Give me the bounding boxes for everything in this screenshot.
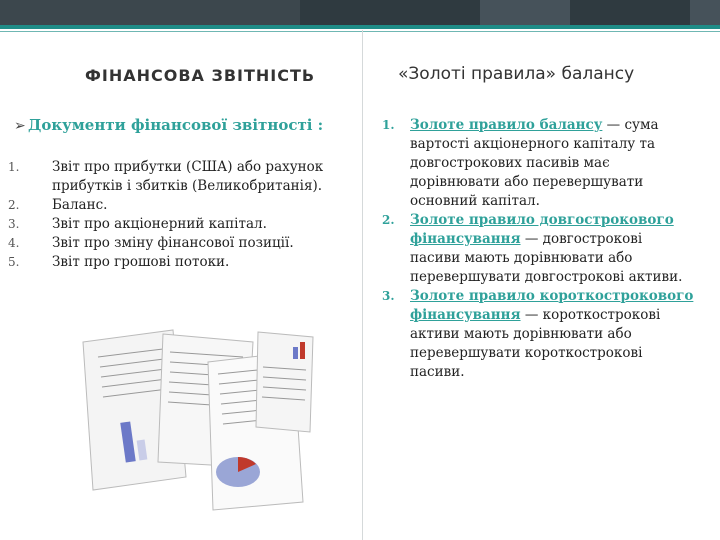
list-text: Звіт про зміну фінансової позиції. [52, 235, 294, 251]
left-list [10, 158, 350, 272]
list-item [10, 158, 350, 196]
rule-title: Золоте правило короткострокового фінансування [410, 288, 694, 323]
right-title: «Золоті правила» балансу [398, 64, 635, 84]
top-bar-segment [480, 0, 570, 25]
list-item [10, 196, 350, 215]
rule-item [382, 116, 696, 211]
accent-line-thin [0, 31, 720, 32]
rule-item [382, 211, 696, 287]
rule-title: Золоте правило довгострокового фінансування [410, 212, 674, 247]
list-number: 1. [8, 160, 20, 174]
left-title: ФІНАНСОВА ЗВІТНІСТЬ [85, 66, 316, 85]
list-text: Звіт про грошові потоки. [52, 254, 230, 270]
list-number: 3. [8, 217, 20, 231]
rule-text: — короткострокові активи мають дорівнювати або перевершувати короткострокові пасиви. [410, 307, 661, 380]
rule-text: — довгострокові пасиви мають дорівнювати або перевершувати довгострокові активи. [410, 231, 683, 285]
rule-text: — сума вартості акціонерного капіталу та довгострокових пасивів має дорівнювати або перевершувати основний капітал. [410, 117, 659, 209]
financial-documents-icon [78, 312, 318, 512]
rule-item [382, 287, 696, 382]
list-number: 1. [382, 118, 395, 132]
list-number: 2. [382, 213, 395, 227]
top-bar-segment [690, 0, 720, 25]
list-number: 3. [382, 289, 395, 303]
document-sheet [256, 332, 313, 432]
top-bar-segment [0, 0, 300, 25]
top-bar [0, 0, 720, 25]
rule-title: Золоте правило балансу [410, 117, 603, 133]
accent-line [0, 25, 720, 29]
list-item [10, 253, 350, 272]
column-divider [362, 30, 363, 540]
right-list [382, 116, 696, 382]
arrow-bullet-icon: ➢ [14, 118, 26, 134]
list-item [10, 215, 350, 234]
list-text: Баланс. [52, 197, 108, 213]
list-text: Звіт про прибутки (США) або рахунок прибутків і збитків (Великобританія). [52, 159, 324, 194]
list-number: 4. [8, 236, 20, 250]
left-heading: Документи фінансової звітності : [28, 116, 324, 134]
list-text: Звіт про акціонерний капітал. [52, 216, 267, 232]
list-item [10, 234, 350, 253]
list-number: 2. [8, 198, 20, 212]
list-number: 5. [8, 255, 20, 269]
